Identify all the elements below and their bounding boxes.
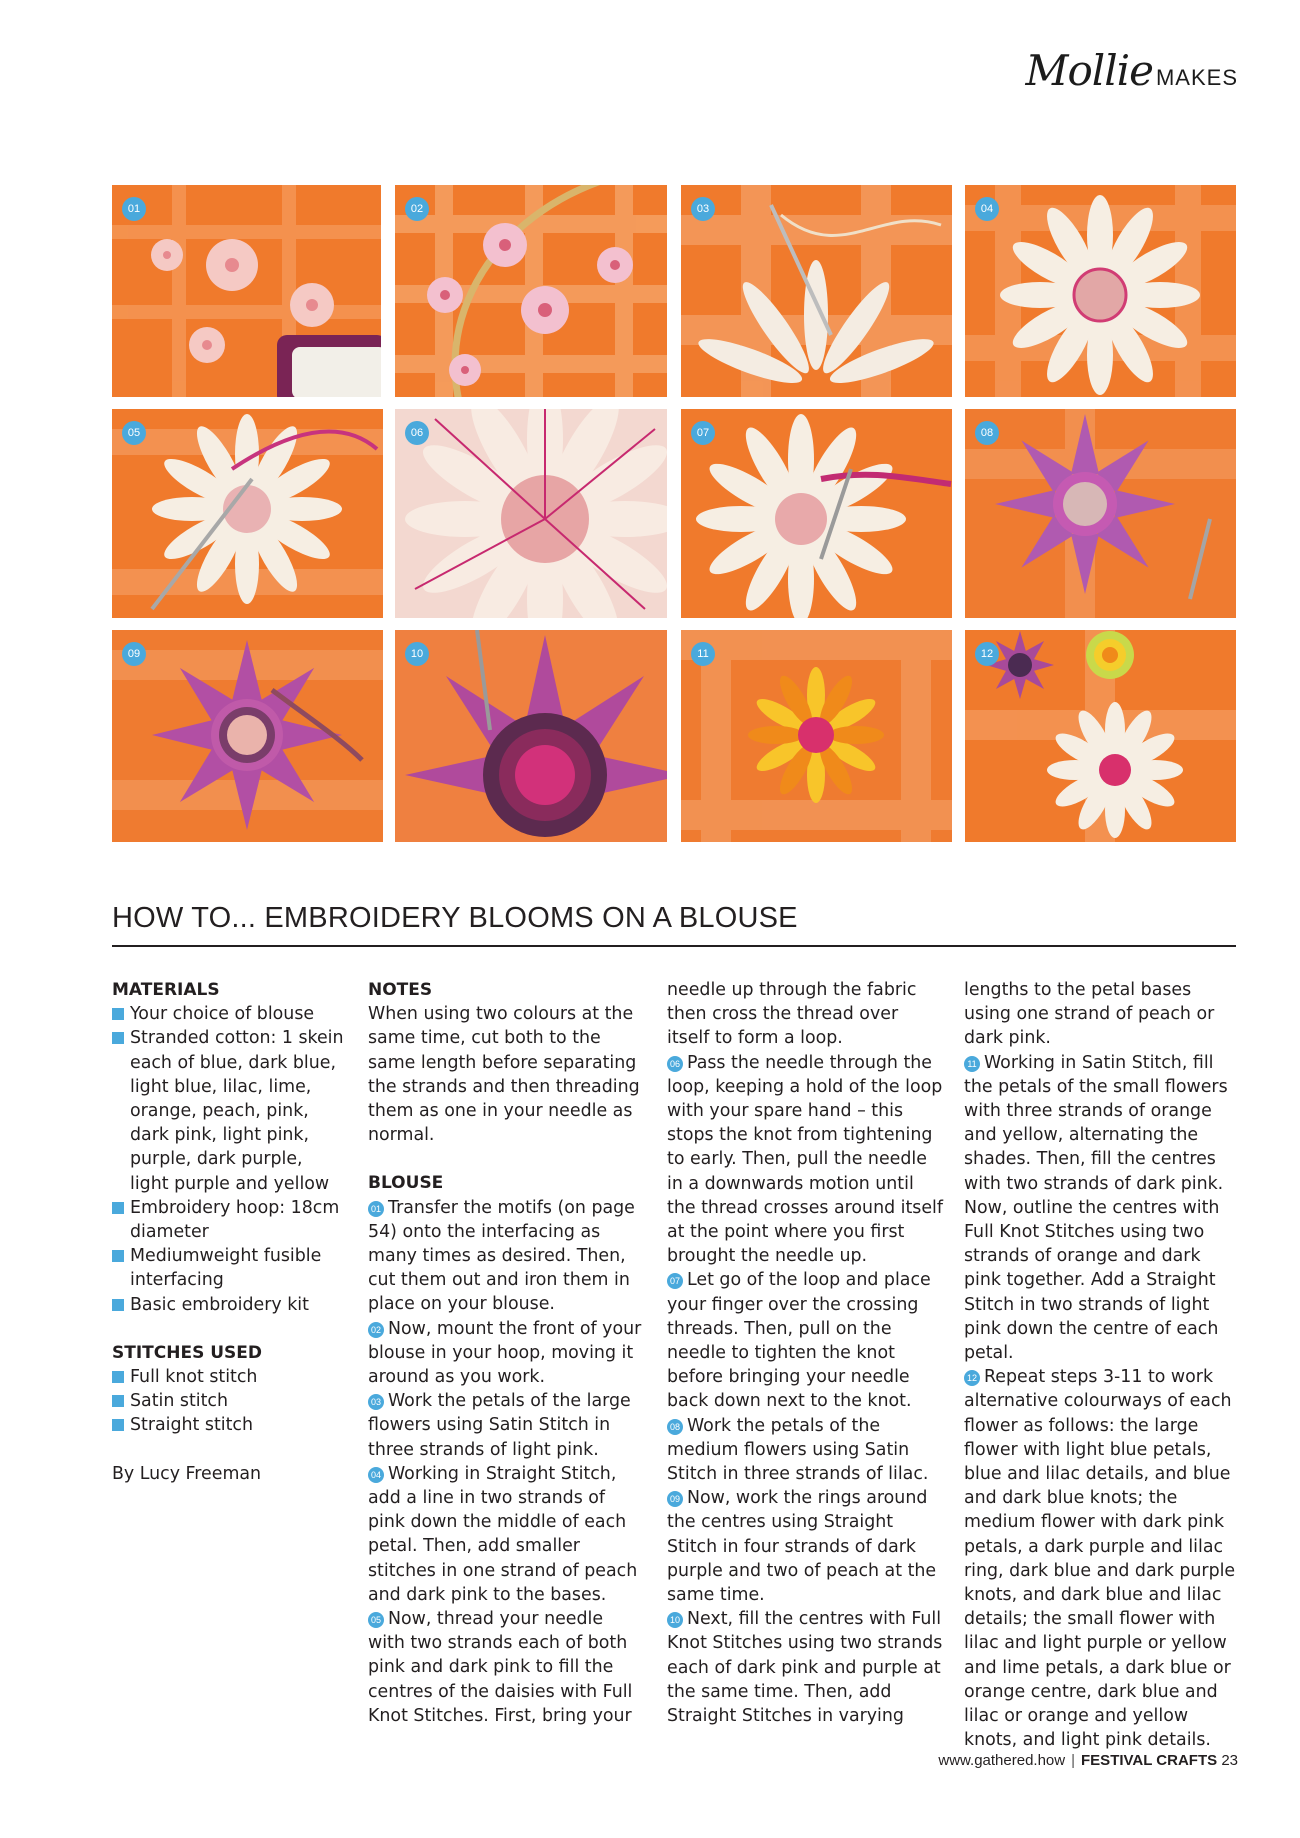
step-paragraph	[667, 1486, 945, 1607]
step-photo-07	[681, 409, 952, 618]
list-item: Satin stitch	[112, 1389, 344, 1413]
step-text: Working in Straight Stitch, add a line in two strands of pink down the middle of each petal. Then, add smaller stitches in one strand of peach and dark pink to the bases.	[368, 1463, 638, 1605]
notes-column	[368, 978, 644, 1728]
photo-image	[681, 630, 952, 842]
step-photo-02	[395, 185, 667, 397]
step-paragraph	[368, 1462, 644, 1607]
step-paragraph	[368, 1607, 644, 1728]
stitches-list	[112, 1365, 344, 1438]
step-number-badge: 04	[368, 1467, 384, 1483]
step-text: Pass the needle through the loop, keeping a hold of the loop with your spare hand – this stops the knot from tightening to early. Then, pull the needle in a downwards motion until the thread crosses around itself at the point where you first brought the needle up.	[667, 1052, 944, 1267]
step-number-badge: 02	[368, 1322, 384, 1338]
step-text: Next, fill the centres with Full Knot Stitches using two strands each of dark pink and purple at the same time. Then, add Straight Stitches in varying	[667, 1609, 943, 1727]
step-badge: 07	[691, 421, 715, 445]
step-badge: 01	[122, 197, 146, 221]
page-number: 23	[1221, 1752, 1238, 1769]
photo-image	[965, 185, 1236, 397]
article-title: HOW TO... EMBROIDERY BLOOMS ON A BLOUSE	[112, 902, 1236, 947]
step-paragraph	[667, 1607, 945, 1728]
instructions-column-3	[667, 978, 945, 1728]
step-photo-08	[965, 409, 1236, 618]
page-footer	[938, 1752, 1238, 1769]
step-badge: 11	[691, 642, 715, 666]
photo-image	[681, 185, 952, 397]
step-paragraph	[368, 1196, 644, 1317]
step-paragraph	[368, 1317, 644, 1390]
step-number-badge: 03	[368, 1394, 384, 1410]
magazine-name: FESTIVAL CRAFTS	[1081, 1752, 1218, 1769]
photo-image	[395, 630, 667, 842]
materials-column	[112, 978, 344, 1486]
step-paragraph	[667, 1268, 945, 1413]
continued-text: lengths to the petal bases using one strand of peach or dark pink.	[964, 980, 1215, 1049]
step-text: Work the petals of the medium flowers using Satin Stitch in three strands of lilac.	[667, 1415, 929, 1485]
footer-url[interactable]: www.gathered.how	[938, 1752, 1066, 1769]
step-number-badge: 07	[667, 1273, 683, 1289]
step-text: Working in Satin Stitch, fill the petals of the small flowers with three strands of orange and yellow, alternating the shades. Then, fill the centres with two strands of dark pink. Now, outline the centres with Full Knot Stitches using two strands of orange and dark pink together. Add a Straight Stitch in two strands of light pink down the centre of each petal.	[964, 1052, 1228, 1364]
step-photo-09	[112, 630, 383, 842]
step-text: Now, work the rings around the centres using Straight Stitch in four strands of dark purple and two of peach at the same time.	[667, 1488, 937, 1606]
step-badge: 03	[691, 197, 715, 221]
photo-image	[681, 409, 952, 618]
materials-heading: MATERIALS	[112, 980, 220, 1000]
step-badge: 12	[975, 642, 999, 666]
photo-image	[965, 630, 1236, 842]
step-paragraph	[964, 1365, 1238, 1752]
step-badge: 09	[122, 642, 146, 666]
step-text: Now, thread your needle with two strands each of both pink and dark pink to fill the centres of the daisies with Full Knot Stitches. First, bring your	[368, 1609, 633, 1726]
step-paragraph	[667, 1051, 945, 1269]
step-text: Transfer the motifs (on page 54) onto the interfacing as many times as desired. Then, cut them out and iron them in place on your blouse.	[368, 1197, 635, 1315]
step-photo-03	[681, 185, 952, 397]
step-badge: 08	[975, 421, 999, 445]
photo-image	[112, 409, 383, 618]
photo-image	[395, 409, 667, 618]
logo-script: Mollie	[1025, 46, 1153, 95]
step-number-badge: 10	[667, 1612, 683, 1628]
step-badge: 04	[975, 197, 999, 221]
list-item: Stranded cotton: 1 skein each of blue, dark blue, light blue, lilac, lime, orange, peach, pink, dark pink, light pink, purple, dark purple, light purple and yellow	[112, 1026, 344, 1195]
step-text: Work the petals of the large flowers using Satin Stitch in three strands of light pink.	[368, 1391, 631, 1460]
step-badge: 02	[405, 197, 429, 221]
step-paragraph	[368, 1389, 644, 1462]
step-badge: 10	[405, 642, 429, 666]
step-photo-04	[965, 185, 1236, 397]
step-paragraph	[964, 1051, 1238, 1366]
continued-text: needle up through the fabric then cross the thread over itself to form a loop.	[667, 980, 917, 1049]
notes-text: When using two colours at the same time, cut both to the same length before separating the strands and then threading them as one in your needle as normal.	[368, 1004, 640, 1146]
step-photo-05	[112, 409, 383, 618]
notes-heading: NOTES	[368, 980, 433, 1000]
list-item: Straight stitch	[112, 1413, 344, 1437]
step-text: Repeat steps 3-11 to work alternative colourways of each flower as follows: the large flower with light blue petals, blue and lilac details, and blue and dark blue knots; the medium flower with dark pink petals, a dark purple and lilac ring, dark blue and dark purple knots, and dark blue and lilac details; the small flower with lilac and light purple or yellow and lime petals, a dark blue or orange centre, dark blue and lilac or orange and yellow knots, and light pink details.	[964, 1367, 1236, 1751]
step-photo-11	[681, 630, 952, 842]
materials-list	[112, 1002, 344, 1317]
list-item: Embroidery hoop: 18cm diameter	[112, 1196, 344, 1244]
step-photo-01	[112, 185, 381, 397]
photo-image	[965, 409, 1236, 618]
list-item: Basic embroidery kit	[112, 1293, 344, 1317]
step-number-badge: 11	[964, 1056, 980, 1072]
photo-image	[112, 185, 381, 397]
photo-image	[395, 185, 667, 397]
step-number-badge: 09	[667, 1491, 683, 1507]
step-number-badge: 08	[667, 1419, 683, 1435]
step-number-badge: 06	[667, 1056, 683, 1072]
photo-image	[112, 630, 383, 842]
list-item: Full knot stitch	[112, 1365, 344, 1389]
step-number-badge: 12	[964, 1370, 980, 1386]
list-item: Mediumweight fusible interfacing	[112, 1244, 344, 1292]
footer-separator: |	[1071, 1752, 1076, 1769]
step-number-badge: 05	[368, 1612, 384, 1628]
step-photo-grid	[112, 185, 1236, 851]
step-badge: 06	[405, 421, 429, 445]
list-item: Your choice of blouse	[112, 1002, 344, 1026]
step-badge: 05	[122, 421, 146, 445]
magazine-logo	[1026, 46, 1238, 95]
logo-word: MAKES	[1155, 65, 1238, 90]
step-text: Now, mount the front of your blouse in your hoop, moving it around as you work.	[368, 1318, 642, 1388]
step-photo-12	[965, 630, 1236, 842]
step-photo-10	[395, 630, 667, 842]
step-number-badge: 01	[368, 1201, 384, 1217]
byline: By Lucy Freeman	[112, 1463, 262, 1484]
step-photo-06	[395, 409, 667, 618]
stitches-heading: STITCHES USED	[112, 1342, 263, 1363]
instructions-column-4	[964, 978, 1238, 1753]
blouse-heading: BLOUSE	[368, 1173, 444, 1194]
step-text: Let go of the loop and place your finger over the crossing threads. Then, pull on the needle to tighten the knot before bringing your needle back down next to the knot.	[667, 1270, 931, 1412]
step-paragraph	[667, 1414, 945, 1487]
